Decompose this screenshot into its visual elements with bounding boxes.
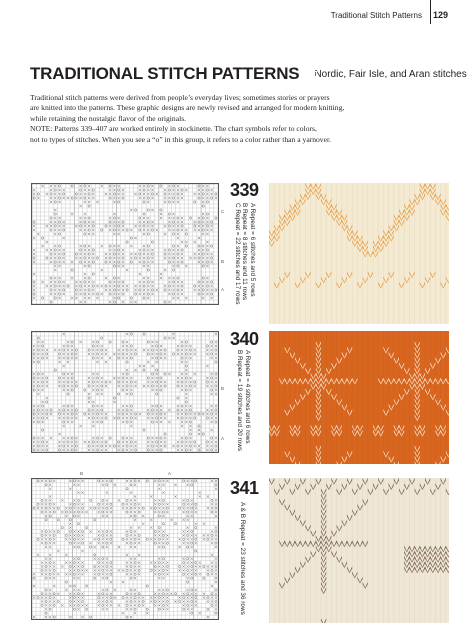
repeat-notes xyxy=(238,502,246,615)
repeat-notes xyxy=(233,203,256,304)
repeat-notes xyxy=(236,350,251,451)
chart-repeat-label-b: B xyxy=(80,471,84,476)
header-divider xyxy=(430,0,431,24)
intro-text xyxy=(30,93,450,145)
pattern-number: 340 xyxy=(230,329,259,349)
pattern-341-chart xyxy=(31,478,219,620)
page-subtitle: Nordic, Fair Isle, and Aran stitches xyxy=(314,68,467,80)
pattern-number: 339 xyxy=(230,180,259,200)
pattern-339-swatch xyxy=(269,183,449,324)
pattern-341-swatch xyxy=(269,478,449,623)
page-number: 129 xyxy=(432,10,448,20)
title-row xyxy=(30,64,467,84)
page-title: TRADITIONAL STITCH PATTERNS xyxy=(30,64,300,83)
running-head: Traditional Stitch Patterns xyxy=(330,11,422,20)
chart-repeat-label-b: B xyxy=(221,259,225,264)
repeat-note: B Repeat = 8 stitches and 11 rows xyxy=(241,203,249,301)
intro-line: Traditional stitch patterns were derived from people’s everyday lives; sometimes stories or prayers xyxy=(30,93,330,102)
pattern-number: 341 xyxy=(230,478,259,498)
intro-line: not to types of stitches. When you see a “o” in this group, it refers to a color rather than a yarnover. xyxy=(30,134,331,144)
chart-repeat-label-c: C xyxy=(221,209,225,214)
pattern-340-swatch xyxy=(269,331,449,464)
pattern-340-chart xyxy=(31,331,219,453)
chart-repeat-label-a: A xyxy=(221,287,225,292)
chart-repeat-label-a: A xyxy=(168,471,172,476)
pattern-339-chart xyxy=(31,183,219,305)
chart-repeat-label-a: A xyxy=(221,436,225,441)
intro-line: are knitted into the patterns. These graphic designs are newly revised and arranged for modern knitting, xyxy=(30,103,345,113)
intro-line: while retaining the nostalgic flavor of the originals. xyxy=(30,113,187,123)
chart-repeat-label-b: B xyxy=(221,386,225,391)
intro-line: NOTE: Patterns 339–407 are worked entirely in stockinette. The chart symbols refer to colors, xyxy=(30,124,317,134)
repeat-note: A & B Repeat = 23 stitches and 36 rows xyxy=(239,502,246,615)
repeat-note: B Repeat = 19 stitches and 20 rows xyxy=(236,350,244,452)
repeat-note: C Repeat = 22 stitches and 17 rows xyxy=(233,203,241,305)
repeat-note: A Repeat = 6 stitches and 5 rows xyxy=(249,203,256,297)
repeat-note: A Repeat = 4 stitches and 6 rows xyxy=(244,350,251,444)
